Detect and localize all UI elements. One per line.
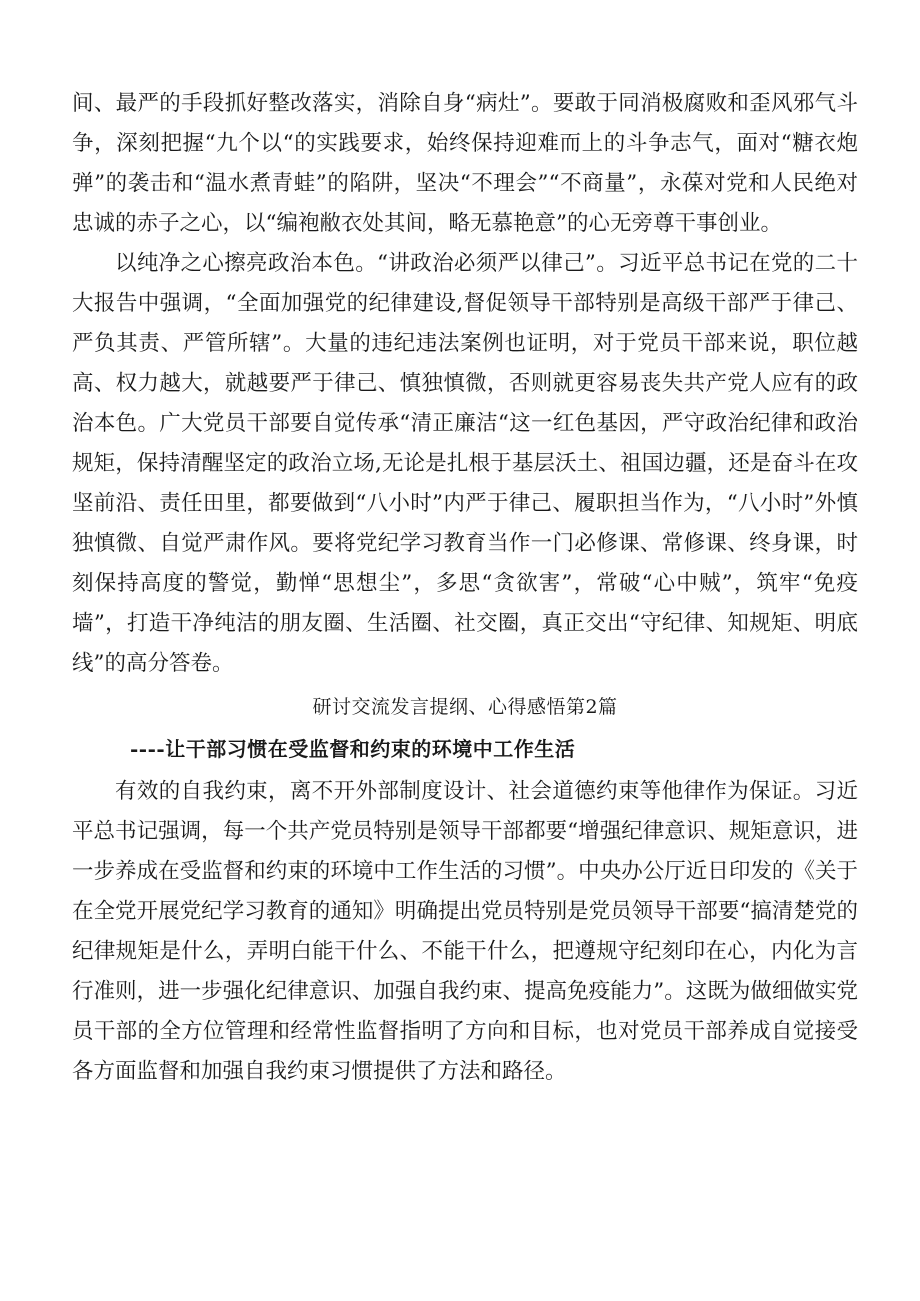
paragraph-continued: 间、最严的手段抓好整改落实，消除自身“病灶”。要敢于同消极腐败和歪风邪气斗争，深刻把握“九个以“的实践要求，始终保持迎难而上的斗争志气，面对“糖衣炮弹”的袭击和“温水煮青蛙”的陷阱，坚决“不理会”“不商量”，永葆对党和人民绝对忠诚的赤子之心，以“编袍敝衣处其间，略无慕艳意”的心无旁尊干事创业。 (72, 91, 858, 236)
paragraph-self-discipline: 有效的自我约束，离不开外部制度设计、社会道德约束等他律作为保证。习近平总书记强调，每一个共产党员特别是领导干部都要“增强纪律意识、规矩意识，进一步养成在受监督和约束的环境中工作生活的习惯”。中央办公厅近日印发的《关于在全党开展党纪学习教育的通知》明确提出党员特别是党员领导干部要“搞清楚党的纪律规矩是什么，弄明白能干什么、不能干什么，把遵规守纪刻印在心，内化为言行准则，进一步强化纪律意识、加强自我约束、提高免疫能力”。这既为做细做实党员干部的全方位管理和经常性监督指明了方向和目标，也对党员干部养成自觉接受各方面监督和加强自我约束习惯提供了方法和路径。 (72, 779, 858, 1084)
article-subtitle: ----让干部习惯在受监督和约束的环境中工作生活 (130, 737, 576, 761)
paragraph-political-character: 以纯净之心擦亮政治本色。“讲政治必须严以律己”。习近平总书记在党的二十大报告中强调，“全面加强党的纪律建设,督促领导干部特别是高级干部严于律己、严负其责、严管所辖”。大量的违纪违法案例也证明，对于党员干部来说，职位越高、权力越大，就越要严于律己、慎独慎微，否则就更容易丧失共产党人应有的政治本色。广大党员干部要自觉传承“清正廉洁“这一红色基因，严守政治纪律和政治规矩，保持清醒坚定的政治立场,无论是扎根于基层沃土、祖国边疆，还是奋斗在攻坚前沿、责任田里，都要做到“八小时”内严于律己、履职担当作为，“八小时”外慎独慎微、自觉严肃作风。要将党纪学习教育当作一门必修课、常修课、终身课，时刻保持高度的警觉，勤惮“思想尘”，多思“贪欲害”，常破“心中贼”，筑牢“免疫墙”，打造干净纯洁的朋友圈、生活圈、社交圈，真正交出“守纪律、知规矩、明底线”的高分答卷。 (72, 251, 858, 676)
document-page (72, 84, 858, 1092)
article-title: 研讨交流发言提纲、心得感悟第2篇 (312, 696, 618, 718)
